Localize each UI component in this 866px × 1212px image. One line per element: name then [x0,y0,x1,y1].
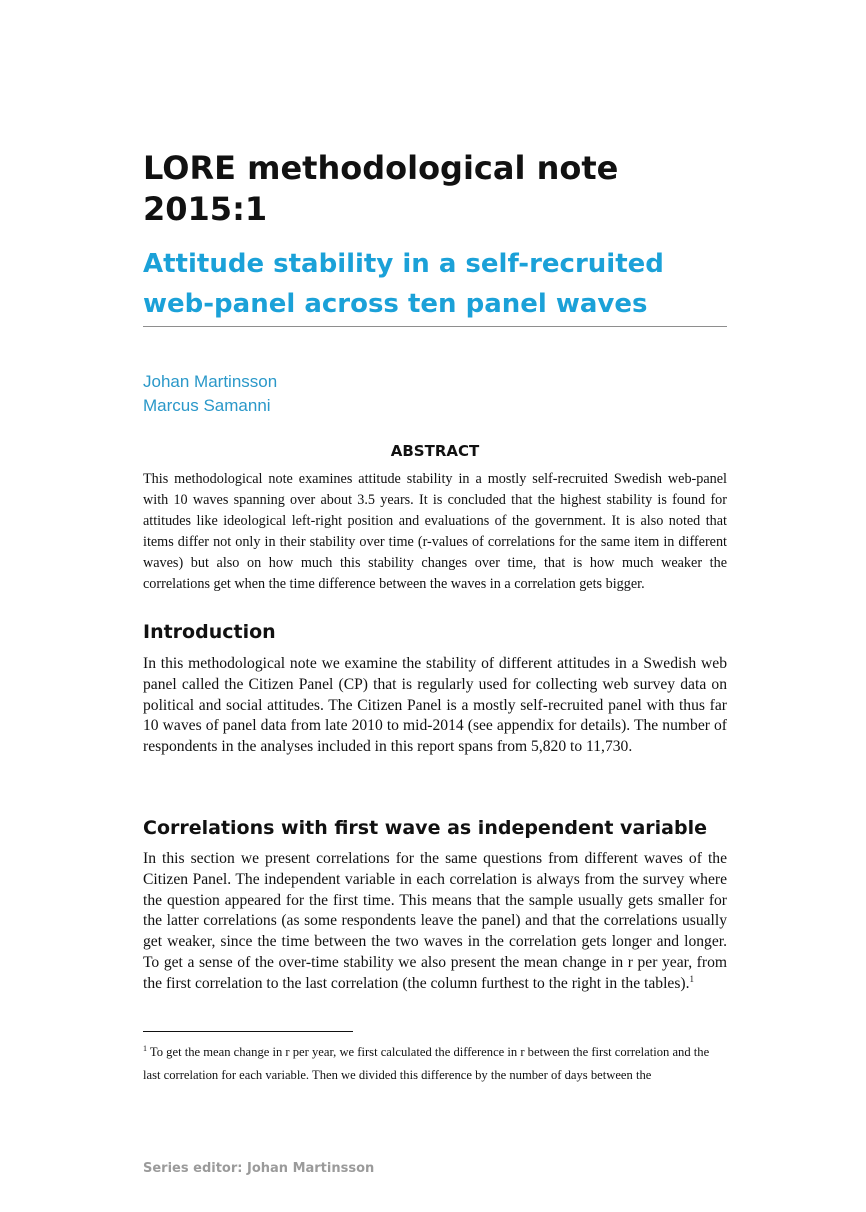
series-editor-footer: Series editor: Johan Martinsson [143,1161,375,1176]
footnote-text: To get the mean change in r per year, we first calculated the difference in r between the first correlation and the last correlation for each variable. Then we divided this difference by the number of days between the [143,1045,710,1082]
abstract-heading: ABSTRACT [390,442,480,460]
subtitle-line-2: web-panel across ten panel waves [143,289,648,319]
title-line-1: LORE methodological note [143,149,619,187]
author-list [143,370,277,418]
author-name: Marcus Samanni [143,396,271,415]
correlations-text: In this section we present correlations for the same questions from different waves of the Citizen Panel. The independent variable in each correlation is always from the survey where the question appeared for the first time. This means that the sample usually gets smaller for the latter correlations (as some respondents leave the panel) and that the correlations usually get weaker, since the time between the two waves in the correlation gets longer and longer. To get a sense of the over-time stability we also present the mean change in r per year, from the first correlation to the last correlation (the column furthest to the right in the tables). [143,850,727,992]
footnote-divider [143,1031,353,1032]
introduction-paragraph: In this methodological note we examine the stability of different attitudes in a Swedish web panel called the Citizen Panel (CP) that is regularly used for collecting web survey data on political and social attitudes. The Citizen Panel is a mostly self-recruited panel with thus far 10 waves of panel data from late 2010 to mid-2014 (see appendix for details). The number of respondents in the analyses included in this report spans from 5,820 to 11,730. [143,655,727,756]
title-divider [143,326,727,327]
document-subtitle [143,244,743,324]
subtitle-line-1: Attitude stability in a self-recruited [143,249,664,279]
document-title [143,148,743,230]
correlations-paragraph [143,849,727,995]
footnote-marker: 1 [143,1043,147,1053]
footnote-reference[interactable]: 1 [689,973,694,984]
section-heading-introduction: Introduction [143,621,276,643]
abstract-text: This methodological note examines attitude stability in a mostly self-recruited Swedish web-panel with 10 waves spanning over about 3.5 years. It is concluded that the highest stability is found for attitudes like ideological left-right position and evaluations of the government. It is also noted that items differ not only in their stability over time (r-values of correlations for the same item in different waves) but also on how much this stability changes over time, that is how much weaker the correlations get when the time difference between the waves in a correlation gets bigger. [143,471,727,592]
section-heading-correlations: Correlations with first wave as independent variable [143,817,707,839]
title-line-2: 2015:1 [143,190,268,228]
author-name: Johan Martinsson [143,372,278,391]
footnote [143,1041,727,1087]
